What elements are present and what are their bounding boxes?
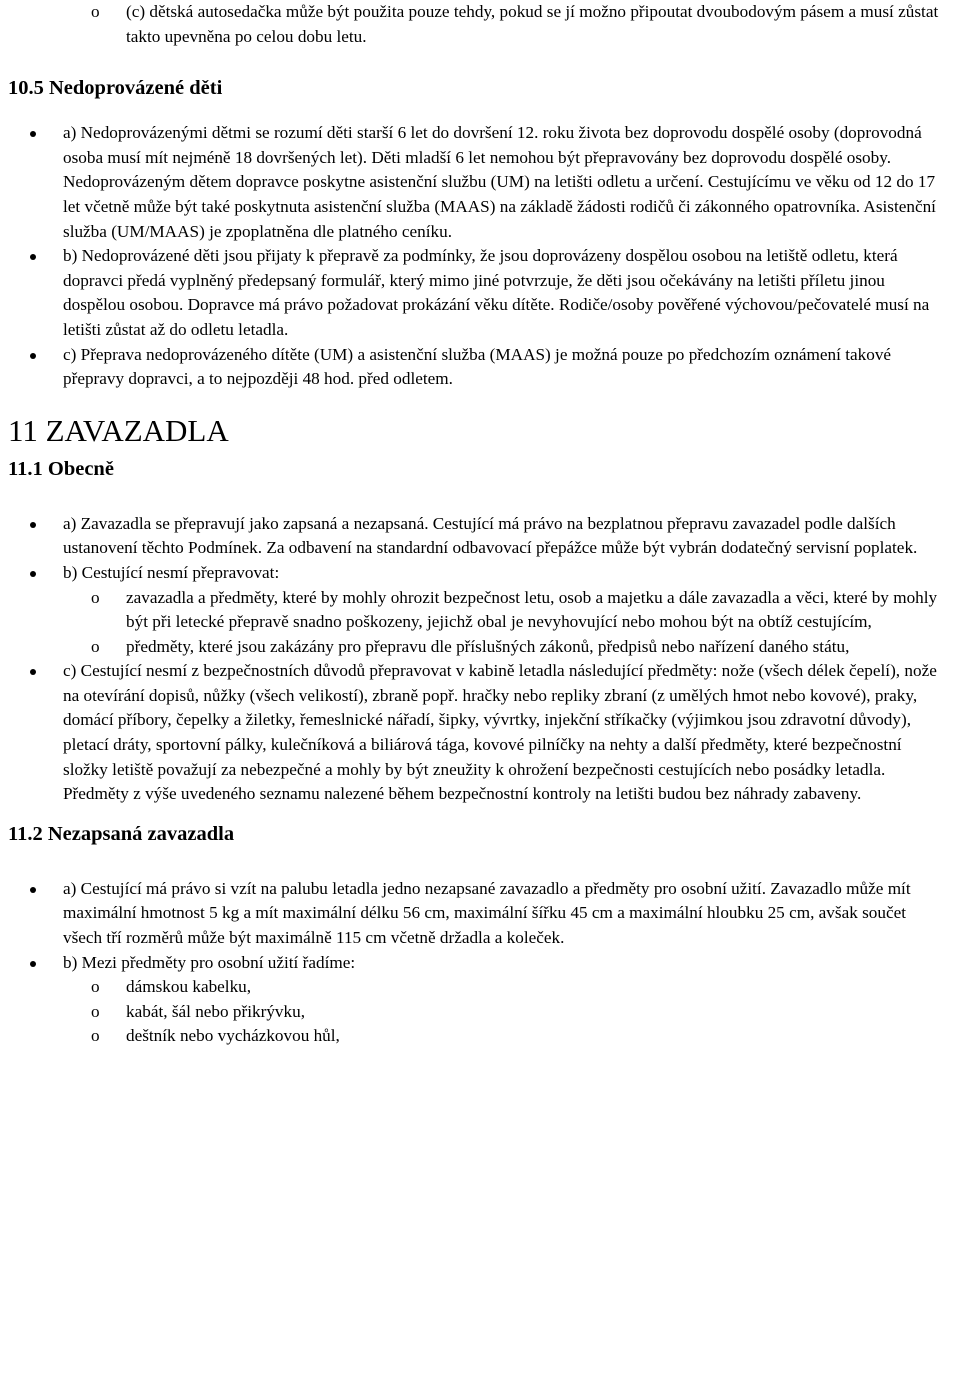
text-block: o deštník nebo vycházkovou hůl, [8,1024,948,1049]
text-block: o kabát, šál nebo přikrývku, [8,1000,948,1025]
text-block: o zavazadla a předměty, které by mohly ohrozit bezpečnost letu, osob a majetku a dále zavazadla a věci, které by mohly být při letecké přepravě snadno poškozeny, jejichž obal je nevyhovující nebo mohou být na obtíž cestujícím, [8,586,948,635]
text-block: b) Mezi předměty pro osobní užití řadíme: [8,951,948,976]
section-heading: 11.1 Obecně [8,457,114,480]
text-block: o (c) dětská autosedačka může být použita pouze tehdy, pokud se jí možno připoutat dvoubodovým pásem a musí zůstat takto upevněna po celou dobu letu. [8,0,948,49]
text-block: o předměty, které jsou zakázány pro přepravu dle příslušných zákonů, předpisů nebo nařízení daného státu, [8,635,948,660]
text-block: o dámskou kabelku, [8,975,948,1000]
text-block: a) Nedoprovázenými dětmi se rozumí děti starší 6 let do dovršení 12. roku života bez doprovodu dospělé osoby (doprovodná osoba musí mít nejméně 18 dovršených let). Děti mladší 6 let nemohou být přepravovány bez doprovodu dospělé osoby. Nedoprovázeným dětem dopravce poskytne asistenční službu (UM) na letišti odletu a určení. Cestujícímu ve věku od 12 do 17 let včetně může být také poskytnuta asistenční služba (MAAS) na základě žádosti rodičů či zákonného opatrovníka. Asistenční služba (UM/MAAS) je zpoplatněna dle platného ceníku. [8,121,948,244]
text-block: a) Cestující má právo si vzít na palubu letadla jedno nezapsané zavazadlo a předměty pro osobní užití. Zavazadlo může mít maximální hmotnost 5 kg a mít maximální délku 56 cm, maximální šířku 45 cm a maximální hloubku 25 cm, avšak součet všech tří rozměrů může být maximálně 115 cm včetně držadla a koleček. [8,877,948,951]
text-block: c) Přeprava nedoprovázeného dítěte (UM) a asistenční služba (MAAS) je možná pouze po předchozím oznámení takové přepravy dopravci, a to nejpozději 48 hod. před odletem. [8,343,948,392]
section-heading: 11.2 Nezapsaná zavazadla [8,822,235,845]
text-block: a) Zavazadla se přepravují jako zapsaná a nezapsaná. Cestující má právo na bezplatnou přepravu zavazadel podle dalších ustanovení těchto Podmínek. Za odbavení na standardní odbavovací přepážce může být vybrán dodatečný servisní poplatek. [8,512,948,561]
chapter-heading: 11 ZAVAZADLA [8,412,229,448]
text-block: b) Nedoprovázené děti jsou přijaty k přepravě za podmínky, že jsou doprovázeny dospělou osobou na letiště odletu, která dopravci předá vyplněný předepsaný formulář, který mimo jiné potvrzuje, že děti jsou očekávány na letišti příletu jinou dospělou osobou. Dopravce má právo požadovat prokázání věku dítěte. Rodiče/osoby pověřené výchovou/pečovatelé musí na letišti zůstat až do odletu letadla. [8,244,948,342]
text-block: b) Cestující nesmí přepravovat: [8,561,948,586]
section-heading: 10.5 Nedoprovázené děti [8,77,223,100]
text-block: c) Cestující nesmí z bezpečnostních důvodů přepravovat v kabině letadla následující předměty: nože (všech délek čepelí), nože na otevírání dopisů, nůžky (všech velikostí), zbraně popř. hračky nebo repliky zbraní (z umělých hmot nebo kovové), praky, domácí příbory, čepelky a žiletky, řemeslnické nářadí, šipky, vývrtky, injekční stříkačky (výjimkou jsou zdravotní důvody), pletací dráty, sportovní pálky, kulečníková a biliárová tága, kovové pilníčky na nehty a další předměty, které bezpečnostní složky letiště považují za nebezpečné a mohly by být zneužity k ohrožení bezpečnosti cestujících nebo posádky letadla. Předměty z výše uvedeného seznamu nalezené během bezpečnostní kontroly na letišti budou bez náhrady zabaveny. [8,659,948,807]
